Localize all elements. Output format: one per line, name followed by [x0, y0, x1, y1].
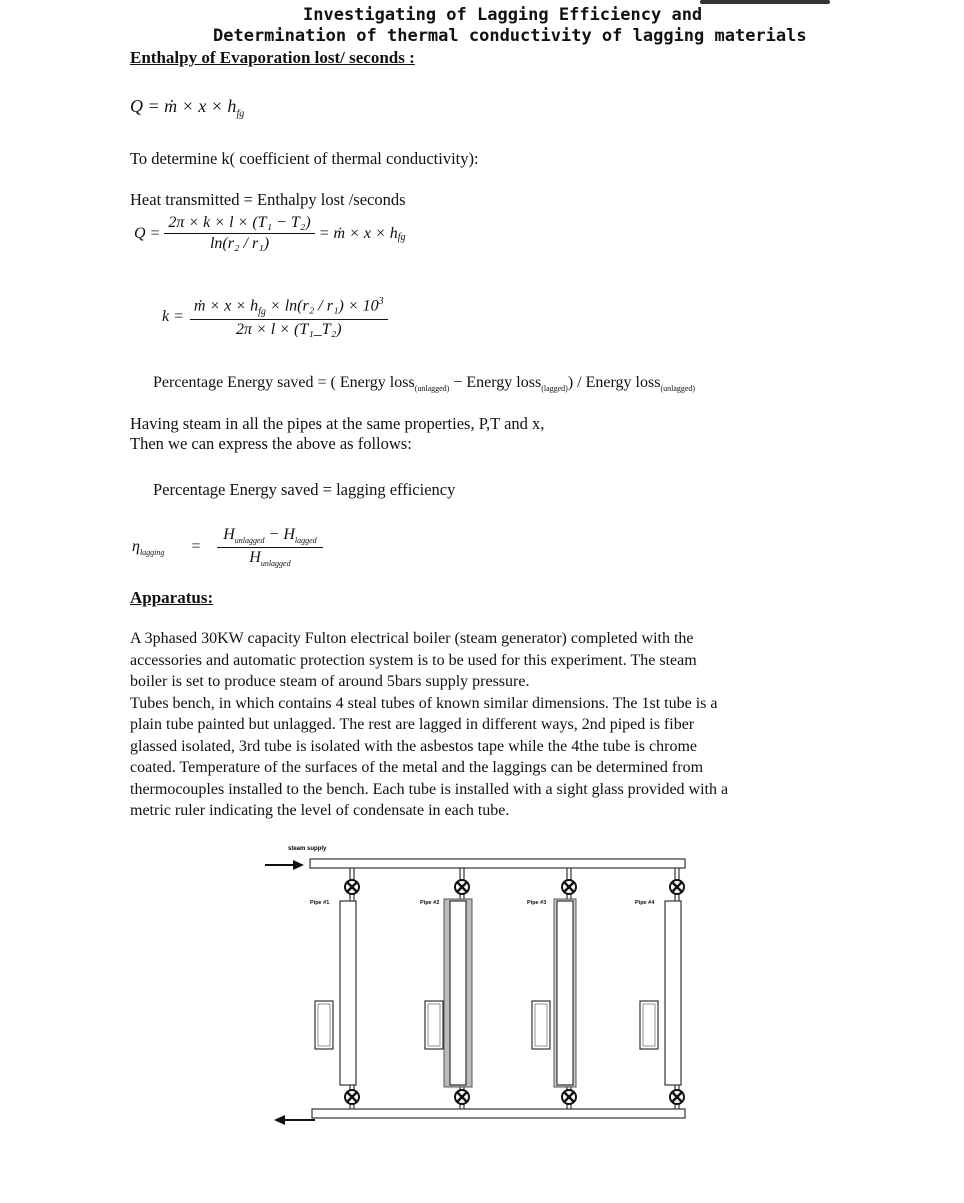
equation-k: k = $\frac{ṁ \times x \times h_{fg} \times \ln(r_2 / r_1) \times 10^3}{\text{2π × l × (T₁\_T₂)}}$	[162, 296, 388, 339]
title-line-2: Determination of thermal conductivity of lagging materials	[213, 26, 807, 46]
valve-icon	[562, 1090, 576, 1104]
bottom-header-pipe-main	[312, 1109, 685, 1118]
arrow-right-icon	[265, 860, 304, 870]
apparatus-line: Tubes bench, in which contains 4 steal tubes of known similar dimensions. The 1st tube is a	[130, 694, 718, 712]
equation-q: Q = ṁ × $x \times h_{fg}$	[130, 96, 245, 120]
pipe-label: Pipe #2	[420, 900, 440, 906]
valve-icon	[562, 880, 576, 894]
header-mark	[700, 0, 830, 4]
apparatus-line: glassed isolated, 3rd tube is isolated with the asbestos tape while the 4the tube is chrome	[130, 737, 697, 755]
percentage-energy-saved: Percentage Energy saved = ( Energy loss$_{(unlagged)}$ − Energy loss$_{(lagged)}$) / Energy loss$_{(unlagged)}$	[153, 374, 696, 394]
apparatus-line: A 3phased 30KW capacity Fulton electrical boiler (steam generator) completed with the	[130, 630, 694, 647]
having-steam-line-1: Having steam in all the pipes at the same properties, P,T and x,	[130, 414, 545, 433]
apparatus-line: metric ruler indicating the level of condensate in each tube.	[130, 802, 510, 819]
apparatus-paragraph	[130, 628, 830, 822]
enthalpy-heading: Enthalpy of Evaporation lost/ seconds :	[130, 48, 415, 67]
apparatus-line: thermocouples installed to the bench. Each tube is installed with a sight glass provided with a	[130, 780, 729, 798]
pipe-label: Pipe #4	[635, 900, 655, 906]
equation-eta: $\eta_{lagging}$ = $\frac{H_{unlagged} - H_{lagged}}{H_{unlagged}}$	[132, 526, 323, 568]
steam-supply-label: steam supply	[288, 846, 327, 852]
apparatus-heading: Apparatus:	[130, 588, 214, 607]
apparatus-line: boiler is set to produce steam of around 5bars supply pressure.	[130, 673, 530, 690]
apparatus-line: plain tube painted but unlagged. The rest are lagged in different ways, 2nd piped is fiber	[130, 716, 695, 733]
determine-k-text: To determine k( coefficient of thermal conductivity):	[130, 149, 479, 168]
valve-icon	[455, 880, 469, 894]
valve-icon	[345, 880, 359, 894]
apparatus-line: coated. Temperature of the surfaces of the metal and the laggings can be determined from	[130, 759, 704, 776]
valve-icon	[345, 1090, 359, 1104]
tube-bench-diagram	[260, 835, 700, 1135]
equation-heat: Q = $\frac{\text{2π × k × l × (T₁ − T₂)}}{\text{ln(r₂ / r₁)}}$ = ṁ × x × h $_{fg}$	[134, 214, 406, 252]
title-line-1: Investigating of Lagging Efficiency and	[303, 5, 703, 25]
pipe-label: Pipe #3	[527, 900, 547, 906]
percentage-lagging: Percentage Energy saved = lagging efficiency	[153, 480, 456, 499]
top-header-pipe	[310, 859, 685, 868]
heat-transmitted-text: Heat transmitted = Enthalpy lost /seconds	[130, 190, 406, 209]
tube-body	[665, 901, 681, 1085]
valve-icon	[670, 1090, 684, 1104]
valve-icon	[670, 880, 684, 894]
pipe-label: Pipe #1	[310, 900, 330, 906]
tube-body	[557, 901, 573, 1085]
valve-icon	[455, 1090, 469, 1104]
having-steam-line-2: Then we can express the above as follows:	[130, 434, 412, 453]
tube-body	[450, 901, 466, 1085]
tube-body	[340, 901, 356, 1085]
apparatus-line: accessories and automatic protection system is to be used for this experiment. The steam	[130, 651, 697, 669]
arrow-left-icon	[274, 1115, 315, 1125]
